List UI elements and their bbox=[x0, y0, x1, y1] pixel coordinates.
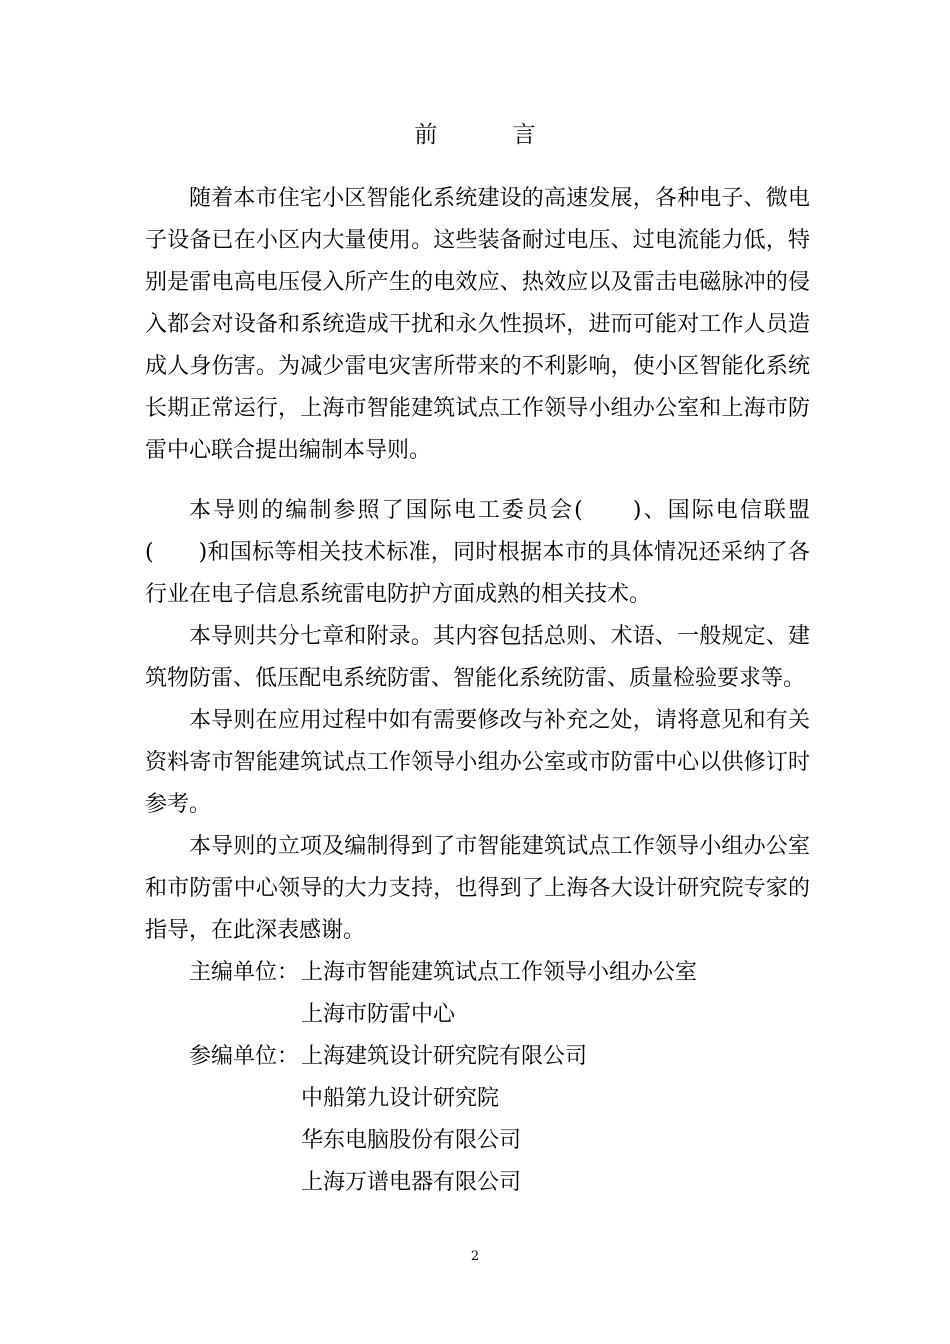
paragraph-structure bbox=[145, 616, 810, 700]
paragraph-references bbox=[145, 490, 810, 616]
chief-editor-unit: 上海市智能建筑试点工作领导小组办公室 bbox=[301, 960, 698, 985]
page-title: 前 言 bbox=[414, 122, 570, 148]
label-spacer bbox=[189, 1078, 301, 1120]
paragraph-text: 本导则共分七章和附录。其内容包括总则、术语、一般规定、建筑物防雷、低压配电系统防雷、智能化系统防雷、质量检验要求等。 bbox=[145, 624, 810, 691]
participating-editor-unit: 华东电脑股份有限公司 bbox=[301, 1128, 522, 1153]
paragraph-text: 本导则的立项及编制得到了市智能建筑试点工作领导小组办公室和市防雷中心领导的大力支持，也得到了上海各大设计研究院专家的指导，在此深表感谢。 bbox=[145, 834, 810, 943]
chief-editor-unit: 上海市防雷中心 bbox=[301, 1002, 456, 1027]
participating-editor-unit: 上海万谱电器有限公司 bbox=[301, 1170, 522, 1195]
participating-editor-unit: 中船第九设计研究院 bbox=[301, 1086, 500, 1111]
paragraph-text: 本导则在应用过程中如有需要修改与补充之处，请将意见和有关资料寄市智能建筑试点工作领导小组办公室或市防雷中心以供修订时参考。 bbox=[145, 708, 810, 817]
label-spacer bbox=[189, 1162, 301, 1204]
label-spacer bbox=[189, 1120, 301, 1162]
paragraph-text: 随着本市住宅小区智能化系统建设的高速发展，各种电子、微电子设备已在小区内大量使用。这些装备耐过电压、过电流能力低，特别是雷电高电压侵入所产生的电效应、热效应以及雷击电磁脉冲的侵入都会对设备和系统造成干扰和永久性损坏，进而可能对工作人员造成人身伤害。为减少雷电灾害所带来的不利影响，使小区智能化系统长期正常运行，上海市智能建筑试点工作领导小组办公室和上海市防雷中心联合提出编制本导则。 bbox=[145, 186, 810, 463]
paragraph-text: 本导则的编制参照了国际电工委员会( )、国际电信联盟( )和国标等相关技术标准，同时根据本市的具体情况还采纳了各行业在电子信息系统雷电防护方面成熟的相关技术。 bbox=[145, 498, 810, 607]
participating-editor-unit: 上海建筑设计研究院有限公司 bbox=[301, 1044, 588, 1069]
paragraph-feedback bbox=[145, 700, 810, 826]
page-number: 2 bbox=[470, 1249, 480, 1264]
participating-editor-row bbox=[189, 1120, 697, 1162]
participating-editor-label: 参编单位： bbox=[189, 1044, 300, 1069]
participating-editor-row bbox=[189, 1162, 697, 1204]
label-spacer bbox=[189, 994, 301, 1036]
participating-editor-row bbox=[189, 1078, 697, 1120]
paragraph-background bbox=[145, 178, 810, 472]
chief-editor-label: 主编单位： bbox=[189, 960, 300, 985]
paragraph-acknowledgement bbox=[145, 826, 810, 952]
editing-units bbox=[189, 952, 697, 1204]
chief-editor-row bbox=[189, 952, 697, 994]
participating-editor-row bbox=[189, 1036, 697, 1078]
chief-editor-row bbox=[189, 994, 697, 1036]
